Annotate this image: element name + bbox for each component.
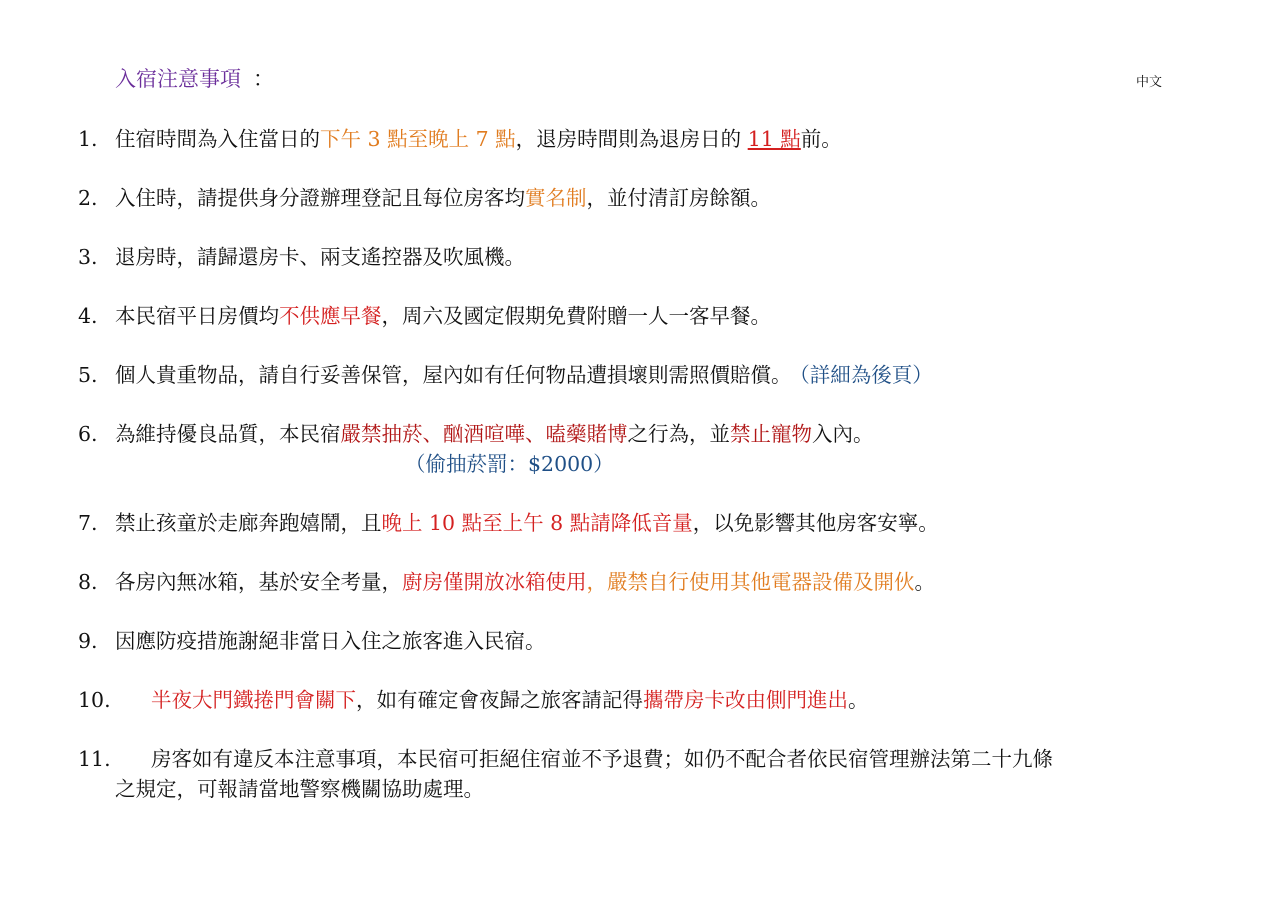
- highlight-no-pets: 禁止寵物: [730, 422, 812, 446]
- highlight-no-appliances: ，嚴禁自行使用其他電器設備及開伙: [586, 570, 915, 594]
- rule-text: [151, 744, 1053, 774]
- rule-text: [115, 242, 525, 272]
- rule-number: 10.: [78, 688, 111, 712]
- highlight-real-name: 實名制: [525, 186, 587, 210]
- rule-number: 6.: [78, 422, 98, 446]
- highlight-kitchen-fridge: 廚房僅開放冰箱使用: [402, 570, 587, 594]
- rule-text: [115, 508, 939, 538]
- rule-text: [115, 124, 842, 154]
- rule-text: [115, 301, 771, 331]
- highlight-quiet-hours: 晚上 10 點至上午 8 點請降低音量: [381, 511, 693, 535]
- highlight-gate-closes: 半夜大門鐵捲門會關下: [151, 688, 356, 712]
- rule-text-segment: 禁止孩童於走廊奔跑嬉鬧，且: [115, 511, 382, 535]
- rule-text-segment: ，並付清訂房餘額。: [586, 186, 771, 210]
- rule-text-segment: 因應防疫措施謝絕非當日入住之旅客進入民宿。: [115, 629, 546, 653]
- rule-text-segment: ，周六及國定假期免費附贈一人一客早餐。: [381, 304, 771, 328]
- rule-text: [115, 567, 935, 597]
- rule-text-segment: 。: [848, 688, 869, 712]
- rule-number: 4.: [78, 304, 98, 328]
- rule-text: [115, 626, 546, 656]
- rule-number: 11.: [78, 747, 111, 771]
- rule-text-segment: 個人貴重物品，請自行妥善保管，屋內如有任何物品遭損壞則需照價賠償。: [115, 363, 792, 387]
- rule-text-segment: 為維持優良品質，本民宿: [115, 422, 341, 446]
- highlight-checkin-hours: 下午 3 點至晚上 7 點: [320, 127, 516, 151]
- rule-text-segment: 房客如有違反本注意事項，本民宿可拒絕住宿並不予退費；如仍不配合者依民宿管理辦法第二十九條: [151, 747, 1053, 771]
- rule-text-segment: 退房時，請歸還房卡、兩支遙控器及吹風機。: [115, 245, 525, 269]
- title-text: 入宿注意事項: [115, 67, 241, 91]
- rule-text-segment: ，如有確定會夜歸之旅客請記得: [356, 688, 643, 712]
- rule-number: 9.: [78, 629, 98, 653]
- rule-text-segment: 。: [914, 570, 935, 594]
- details-next-page-note: （詳細為後頁）: [799, 363, 933, 387]
- rule-text-segment: 入內。: [812, 422, 874, 446]
- rule-number: 3.: [78, 245, 98, 269]
- title-colon: ：: [253, 67, 274, 91]
- highlight-no-breakfast: 不供應早餐: [279, 304, 382, 328]
- rule-text-segment: 前。: [800, 127, 842, 151]
- rule-text-segment: 之行為，並: [627, 422, 730, 446]
- rule-number: 8.: [78, 570, 98, 594]
- rule-text: [115, 360, 933, 390]
- rule-text-segment: ，退房時間則為退房日的: [515, 127, 748, 151]
- rule-number: 5.: [78, 363, 98, 387]
- rule-text: [115, 183, 771, 213]
- rule-text-segment: 住宿時間為入住當日的: [115, 127, 320, 151]
- rule-text-segment: 入住時，請提供身分證辦理登記且每位房客均: [115, 186, 525, 210]
- language-label: 中文: [1136, 75, 1163, 90]
- rule-text: [151, 685, 869, 715]
- page-title: [115, 64, 274, 94]
- rule-text: [115, 419, 874, 449]
- highlight-side-door: 攜帶房卡改由側門進出: [643, 688, 848, 712]
- rule-number: 1.: [78, 127, 98, 151]
- smoking-fine-note: （偷抽菸罰：$2000）: [405, 452, 614, 476]
- rule-number: 2.: [78, 186, 98, 210]
- rule-text-segment: 各房內無冰箱，基於安全考量，: [115, 570, 402, 594]
- rule-number: 7.: [78, 511, 98, 535]
- highlight-checkout-hour: 11 點: [747, 127, 801, 151]
- rule-11-continuation: 之規定，可報請當地警察機關協助處理。: [115, 777, 484, 801]
- highlight-prohibited-behaviors: 嚴禁抽菸、酗酒喧嘩、嗑藥賭博: [340, 422, 628, 446]
- rule-text-segment: 本民宿平日房價均: [115, 304, 279, 328]
- rule-text-segment: ，以免影響其他房客安寧。: [692, 511, 939, 535]
